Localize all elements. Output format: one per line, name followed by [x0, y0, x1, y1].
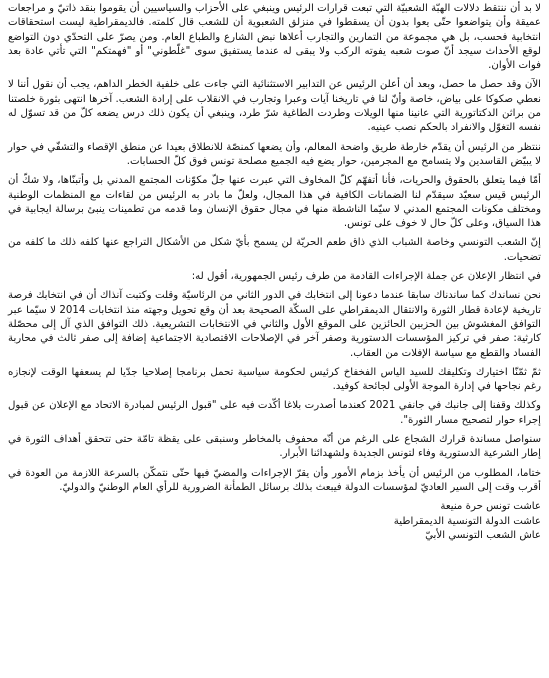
paragraph-11: ختاما، المطلوب من الرئيس أن يأخذ بزمام الأمور وأن يقرّ الإجراءات والمضيّ فيها حتّى نتمكّن بالسرعة اللازمة من العودة في أقرب وقت إلى السير العاديّ لمؤسسات الدولة فيبعث بذلك برسائل الطمأنة الضرورية للرأي العام الوطنيّ والدوليّ.: [8, 467, 541, 493]
paragraph-7: نحن نساندك كما ساندناك سابقا عندما دعونا إلى انتخابك في الدور الثاني من الرئاسيّة وقلت وكتبت آنذاك أن في انتخابك فرصة تاريخية لإعادة قطار الثورة والانتقال الديمقراطي على السكّة الصحيحة بعد أن وقع تحويل وجهته منذ انتخابات 2014 لا سيّما عبر التوافق المغشوش بين الحزبين الحائزين على الموقع الأول والثاني في الانتخابات التشريعية. ذلك التوافق الذي آل إلى محصّلة كارثية: صفر في تركيز المؤسسات الدستورية وصفر آخر في الإصلاحات الاقتصادية الاجتماعية إضافة إلى صفر ثالث في محاربة الفساد والقطع مع سياسة الإفلات من العقاب.: [8, 290, 541, 359]
paragraph-5: إنّ الشعب التونسي وخاصة الشباب الذي ذاق طعم الحريّة لن يسمح بأيّ شكل من الأشكال التراجع عنها كلفه ذلك ما كلفه من تضحيات.: [8, 237, 541, 263]
paragraph-9: وكذلك وقفنا إلى جانبك في جانفي 2021 كعندما أصدرت بلاغا أكّدت فيه على "قبول الرئيس لمبادرة الاتحاد مع الإعلان عن قبول إجراء حوار لتصحيح مسار الثورة".: [8, 400, 541, 426]
paragraph-1: لا بد أن ننتقط دلالات الهبّة الشعبيّة التي تبعت قرارات الرئيس وينبغي على الأحزاب والسياسيين أن يقوموا بنقد ذاتيّ و مراجعات عميقة وأن يتواضعوا حتّى يعوا بدون أن يسقطوا في منزلق الشعبوية أن للشعب قال كلمته. فالديمقراطية ليست استحقاقات انتخابية فحسب، بل هي مجموعة من التمارين والتجارب أعلاها نبض الشارع والطباع العام. ومن يصرّ على التحدّي دون التواضع لوقع الأحداث سيجد أنّ صوت شعبه يفوته الركب ولا يبقى له عندما يستفيق سوى "غلّطوني" أو "فهمتكم" التي تأتي عادة بعد فوات الأوان.: [8, 3, 541, 72]
closing-line-1: عاشت تونس حرة منيعة: [440, 501, 541, 513]
closing-line-2: عاشت الدولة التونسية الديمقراطية: [393, 515, 541, 527]
paragraph-6: في انتظار الإعلان عن جملة الإجراءات القادمة من طرف رئيس الجمهورية، أقول له:: [191, 271, 541, 283]
closing-line-3: عاش الشعب التونسي الأبيّ: [425, 529, 541, 541]
paragraph-2: الآن وقد حصل ما حصل، وبعد أن أعلن الرئيس عن التدابير الاستثنائية التي جاءت على خلفية الخطر الداهم، يجب أن نقول أننا لا نعطي صكوكا على بياض، خاصة وأنّ لنا في تاريخنا آيات وعبرا وتجارب في الانقلاب على إرادة الشعب. آخرها انتهى بثورة خلصتنا من براثن الدكتاتورية التي عانينا منها الويلات وطردت الطاغية شرّ طرد، وينبغي أن يكون ذلك درس يضعه كلّ من قد تسوّل له نفسه التغوّل والانفراد بالحكم نصب عينيه.: [8, 79, 541, 134]
paragraph-3: ننتظر من الرئيس أن يقدّم خارطة طريق واضحة المعالم، وأن يضعها كمنصّة للانطلاق بعيدا عن منطق الإقصاء والتشفّي في حوار لا يبيّض القاسدين ولا يتسامح مع المجرمين، حوار يضع فيه الجميع مصلحة تونس فوق كلّ الحسابات.: [8, 141, 541, 167]
paragraph-4: أمّا فيما يتعلق بالحقوق والحريات، فأنا أتفهّم كلّ المخاوف التي عبرت عنها جلّ مكوّنات المجتمع المدني بل وأتبنّاها، ولا شكّ أن الرئيس قيس سعيّد سيقدّم لنا الضمانات الكافية في هذا المجال، ولعلّ ما بادر به الرئيس من لقاءات مع المنظمات الوطنية ومختلف مكونات المجتمع المدني لا سيّما الناشطة منها في مجال حقوق الإنسان وما قدمه من تطمينات ينبئ برسالة ايجابية في هذا السياق، وعلى كلّ حال لا خوف على تونس.: [8, 175, 541, 230]
paragraph-10: سنواصل مساندة قرارك الشجاع على الرغم من أنّه محفوف بالمخاطر وسنبقى على يقظة تامّة حتى تتحقق أهداف الثورة في إطار الشرعية الدستورية وفاء لتونس الجديدة ولشهدائنا الأبرار.: [8, 434, 541, 460]
paragraph-8: ثمّ ثمّنّا اختيارك وتكليفك للسيد الياس الفخفاخ كرئيس لحكومة سياسية تحمل برنامجا إصلاحيا جدّيا لم يسعفها الوقت لإنجازه رغم نجاحها في إدارة الموجة الأولى لجائحة كوفيد.: [8, 366, 541, 393]
